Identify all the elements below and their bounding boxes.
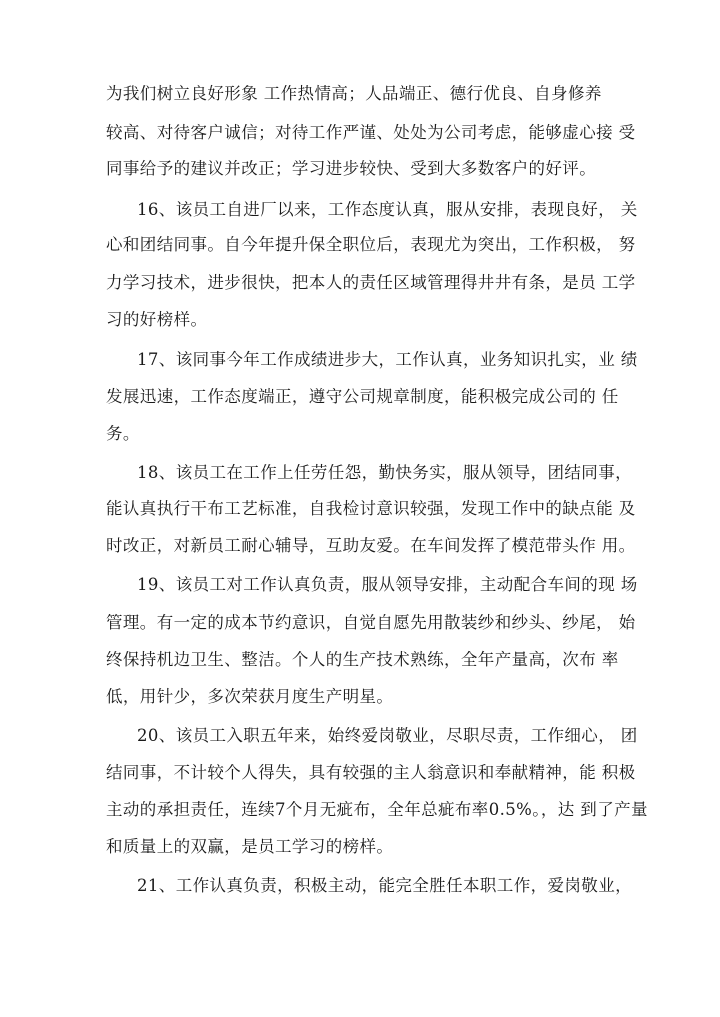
text-line: 为我们树立良好形象 工作热情高；人品端正、德行优良、自身修养 bbox=[106, 84, 602, 103]
text-line: 管理。有一定的成本节约意识，自觉自愿先用散装纱和纱头、纱尾， 始 bbox=[106, 613, 636, 632]
text-line: 16、该员工自进厂以来，工作态度认真，服从安排，表现良好， 关 bbox=[137, 200, 638, 219]
text-line: 能认真执行干布工艺标准，自我检讨意识较强，发现工作中的缺点能 及 bbox=[106, 499, 636, 518]
text-line: 习的好榜样。 bbox=[106, 310, 208, 329]
text-line: 终保持机边卫生、整洁。个人的生产技术熟练，全年产量高，次布 率 bbox=[106, 650, 619, 669]
text-line: 和质量上的双赢，是员工学习的榜样。 bbox=[106, 837, 394, 856]
text-line: 19、该员工对工作认真负责，服从领导安排，主动配合车间的现 场 bbox=[137, 575, 638, 594]
text-line: 心和团结同事。自今年提升保全职位后，表现尤为突出，工作积极， 努 bbox=[106, 235, 636, 254]
text-line: 发展迅速，工作态度端正，遵守公司规章制度，能积极完成公司的 任 bbox=[106, 387, 619, 406]
text-line: 时改正，对新员工耐心辅导，互助友爱。在车间发挥了模范带头作 用。 bbox=[106, 536, 636, 555]
text-line: 较高、对待客户诚信；对待工作严谨、处处为公司考虑，能够虚心接 受 bbox=[106, 123, 636, 142]
text-line: 务。 bbox=[106, 424, 140, 443]
text-line: 20、该员工入职五年来，始终爱岗敬业，尽职尽责，工作细心， 团 bbox=[137, 726, 638, 745]
text-line: 低，用针少，多次荣获月度生产明星。 bbox=[106, 687, 394, 706]
text-line: 结同事，不计较个人得失，具有较强的主人翁意识和奉献精神，能 积极 bbox=[106, 763, 636, 782]
text-line: 力学习技术，进步很快，把本人的责任区域管理得井井有条，是员 工学 bbox=[106, 273, 636, 292]
text-line: 同事给予的建议并改正；学习进步较快、受到大多数客户的好评。 bbox=[106, 159, 597, 178]
text-line: 21、工作认真负责，积极主动，能完全胜任本职工作，爱岗敬业， bbox=[137, 876, 632, 895]
text-line: 主动的承担责任，连续7个月无疵布，全年总疵布率0.5%。，达 到了产量 bbox=[106, 800, 648, 819]
text-line: 17、该同事今年工作成绩进步大，工作认真，业务知识扎实，业 绩 bbox=[137, 350, 638, 369]
text-line: 18、该员工在工作上任劳任怨，勤快务实，服从领导，团结同事， bbox=[137, 463, 632, 482]
